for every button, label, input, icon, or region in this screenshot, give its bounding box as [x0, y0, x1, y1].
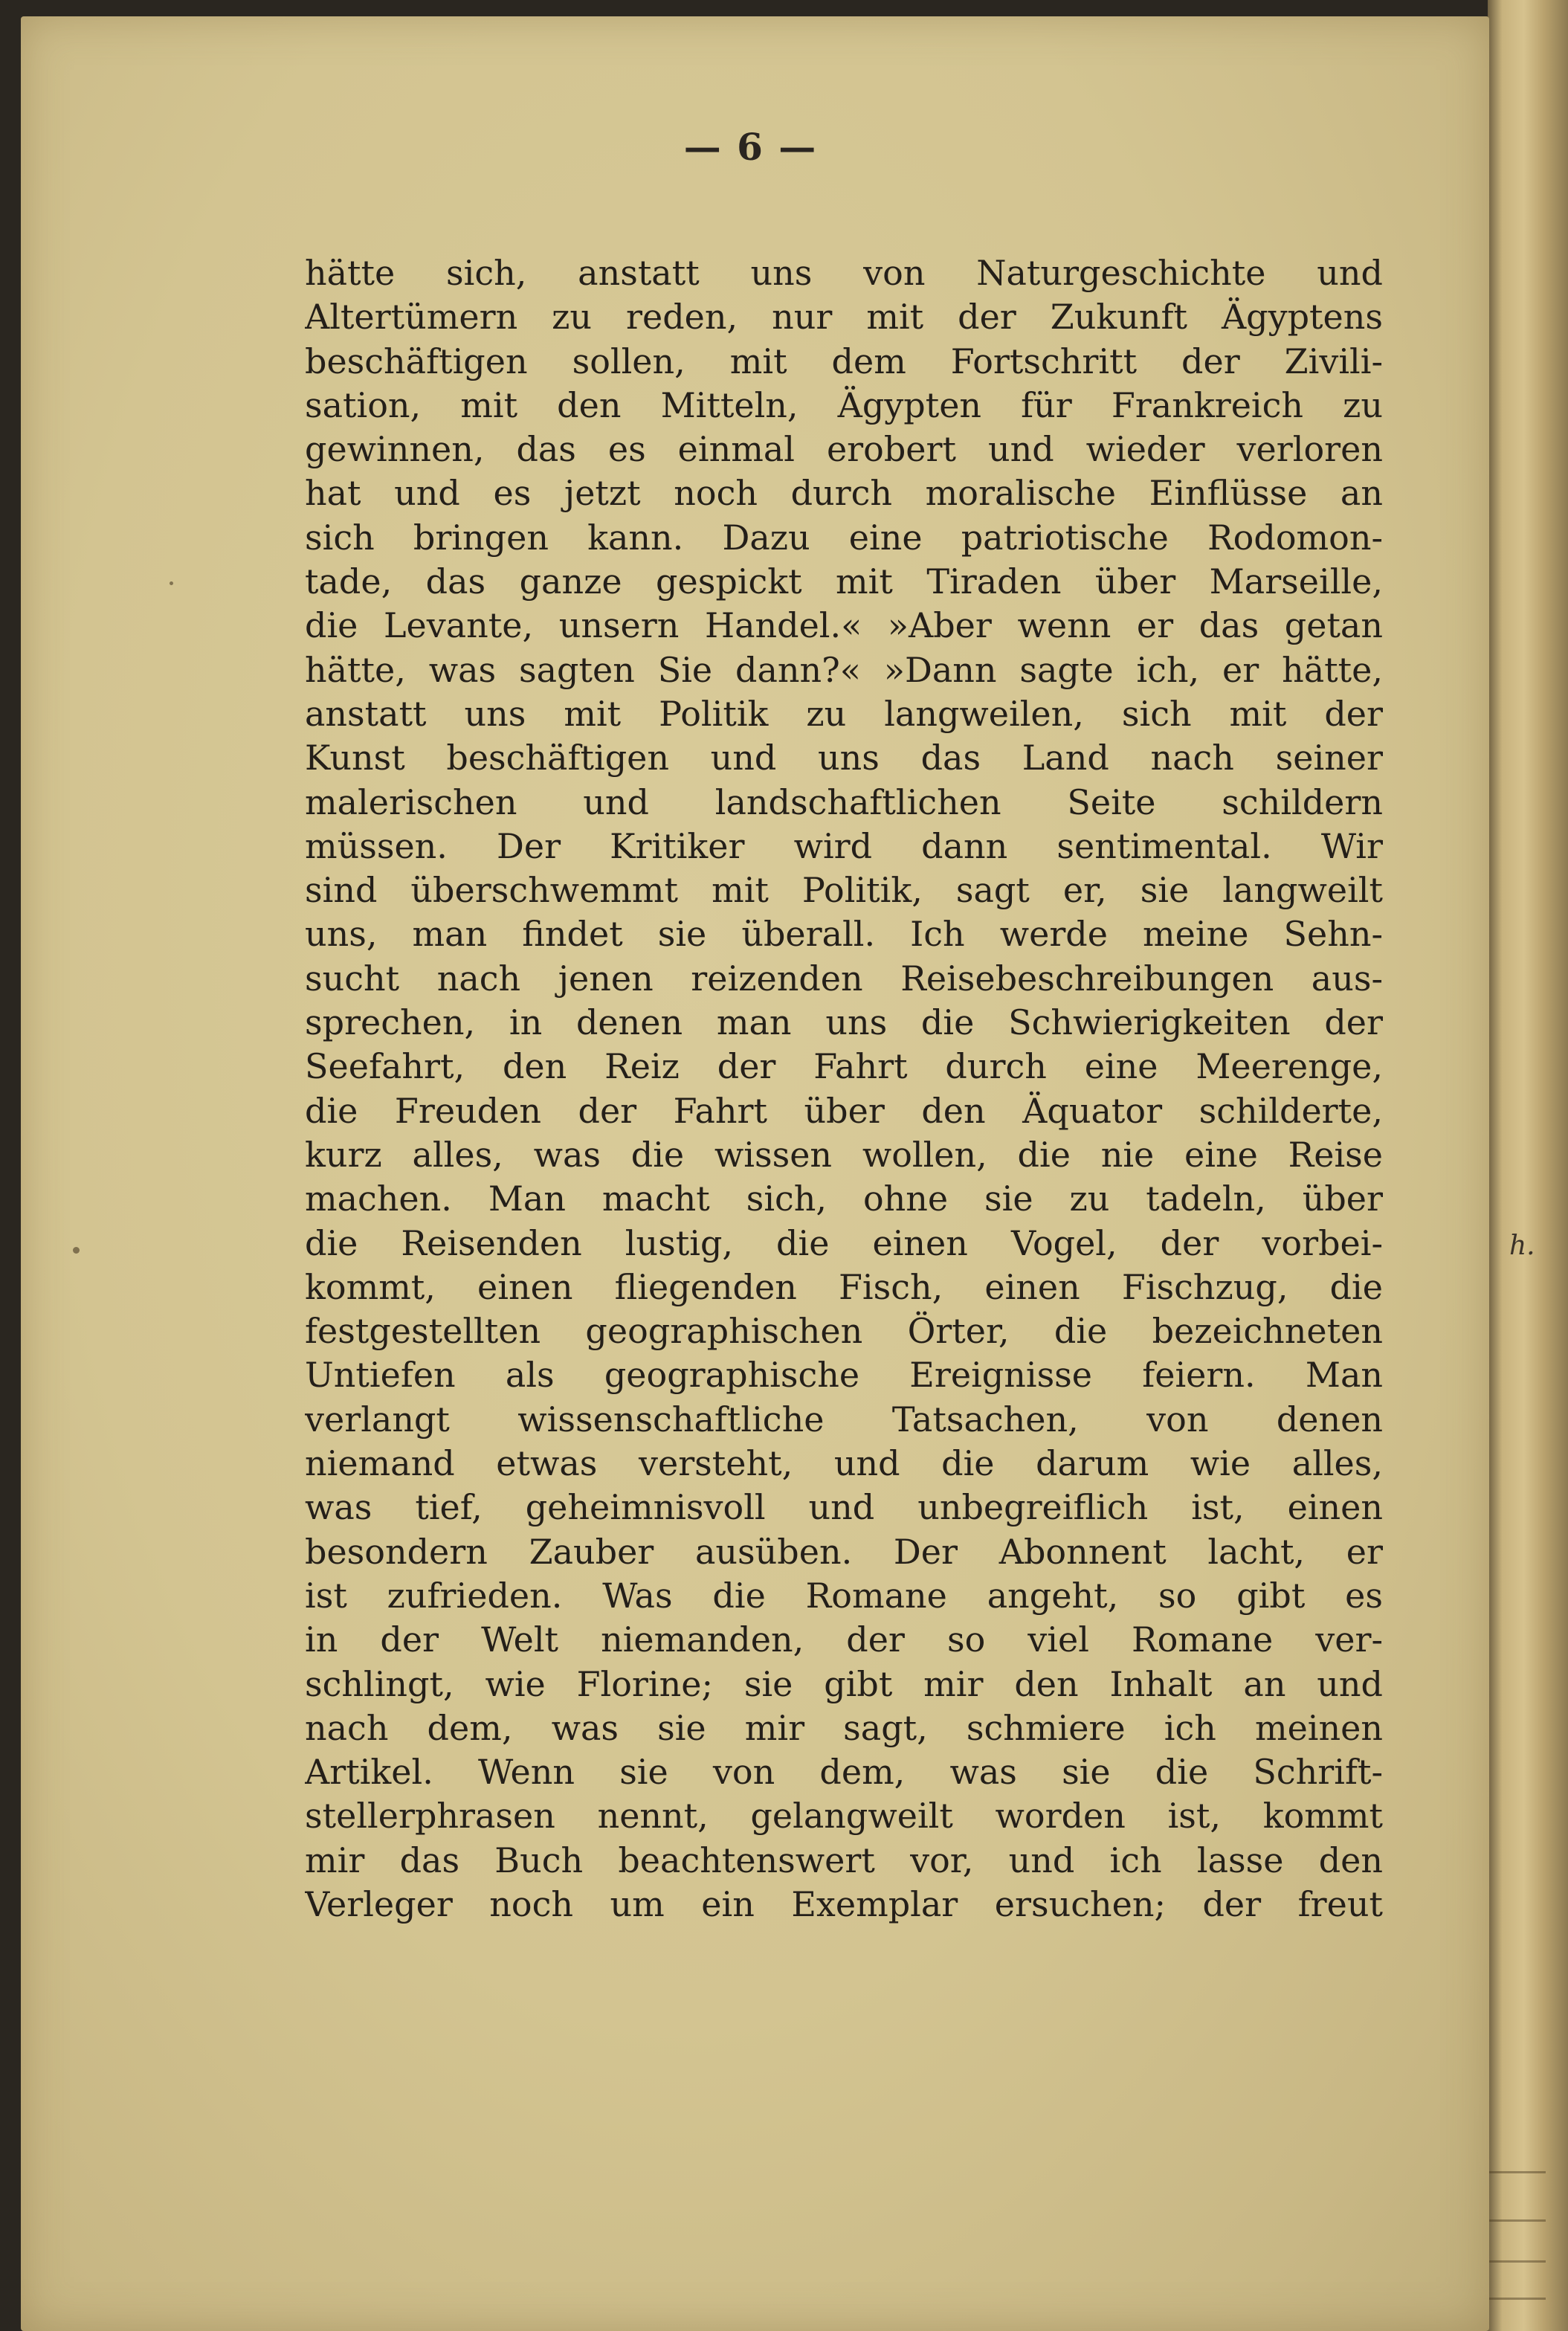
text-line: die Freuden der Fahrt über den Äquator schilderte, [305, 1090, 1383, 1131]
text-line: Untiefen als geographische Ereignisse feiern. Man [305, 1355, 1383, 1396]
text-line: Kunst beschäftigen und uns das Land nach seiner [305, 738, 1383, 778]
text-line: hätte, was sagten Sie dann?« »Dann sagte ich, er hätte, [305, 649, 1383, 690]
text-line: sich bringen kann. Dazu eine patriotische Rodomon- [305, 517, 1383, 558]
text-line: verlangt wissenschaftliche Tatsachen, von denen [305, 1399, 1383, 1439]
text-line: stellerphrasen nennt, gelangweilt worden ist, kommt [305, 1796, 1383, 1837]
text-line: Altertümern zu reden, nur mit der Zukunft Ägyptens [305, 297, 1383, 338]
text-line: niemand etwas versteht, und die darum wie alles, [305, 1443, 1383, 1484]
text-line: festgestellten geographischen Örter, die bezeichneten [305, 1311, 1383, 1352]
text-line: sation, mit den Mitteln, Ägypten für Frankreich zu [305, 384, 1383, 425]
text-line: schlingt, wie Florine; sie gibt mir den Inhalt an und [305, 1663, 1383, 1704]
paper-speck [170, 581, 173, 585]
text-line: Seefahrt, den Reiz der Fahrt durch eine Meerenge, [305, 1046, 1383, 1087]
text-line: sprechen, in denen man uns die Schwierigkeiten der [305, 1002, 1383, 1043]
text-line: mir das Buch beachtenswert vor, und ich lasse den [305, 1840, 1383, 1880]
text-line: tade, das ganze gespickt mit Tiraden über Marseille, [305, 561, 1383, 602]
text-line: nach dem, was sie mir sagt, schmiere ich meinen [305, 1707, 1383, 1748]
text-line: hat und es jetzt noch durch moralische Einflüsse an [305, 473, 1383, 514]
text-line: was tief, geheimnisvoll und unbegreiflich ist, einen [305, 1487, 1383, 1528]
text-line: in der Welt niemanden, der so viel Romane ver- [305, 1619, 1383, 1660]
text-line: müssen. Der Kritiker wird dann sentimental. Wir [305, 825, 1383, 866]
book-page-edge [1488, 0, 1568, 2331]
text-line: machen. Man macht sich, ohne sie zu tadeln, über [305, 1179, 1383, 1219]
text-line: beschäftigen sollen, mit dem Fortschritt der Zivili- [305, 341, 1383, 381]
page-edge-line [1486, 2260, 1546, 2263]
text-line: malerischen und landschaftlichen Seite schildern [305, 781, 1383, 822]
page-edge-line [1486, 2298, 1546, 2300]
text-line: die Reisenden lustig, die einen Vogel, der vorbei- [305, 1222, 1383, 1263]
text-line: sind überschwemmt mit Politik, sagt er, sie langweilt [305, 870, 1383, 911]
page-edge-line [1486, 2219, 1546, 2222]
text-line: sucht nach jenen reizenden Reisebeschreibungen aus- [305, 958, 1383, 999]
text-line: uns, man findet sie überall. Ich werde meine Sehn- [305, 914, 1383, 955]
text-line: Artikel. Wenn sie von dem, was sie die Schrift- [305, 1752, 1383, 1793]
page-number-header: — 6 — [683, 125, 818, 169]
text-line: Verleger noch um ein Exemplar ersuchen; der freut [305, 1883, 1383, 1924]
paper-speck [73, 1247, 80, 1254]
text-line: besondern Zauber ausüben. Der Abonnent lacht, er [305, 1531, 1383, 1572]
text-line: gewinnen, das es einmal erobert und wieder verloren [305, 429, 1383, 470]
text-line: hätte sich, anstatt uns von Naturgeschichte und [305, 253, 1383, 293]
handwritten-margin-note: h. [1509, 1231, 1535, 1261]
text-line: die Levante, unsern Handel.« »Aber wenn er das getan [305, 605, 1383, 646]
body-text [305, 251, 1383, 1927]
text-line: kurz alles, was die wissen wollen, die nie eine Reise [305, 1134, 1383, 1175]
text-line: kommt, einen fliegenden Fisch, einen Fischzug, die [305, 1266, 1383, 1307]
text-line: anstatt uns mit Politik zu langweilen, sich mit der [305, 693, 1383, 734]
page-edge-line [1486, 2171, 1546, 2173]
text-line: ist zufrieden. Was die Romane angeht, so gibt es [305, 1575, 1383, 1616]
